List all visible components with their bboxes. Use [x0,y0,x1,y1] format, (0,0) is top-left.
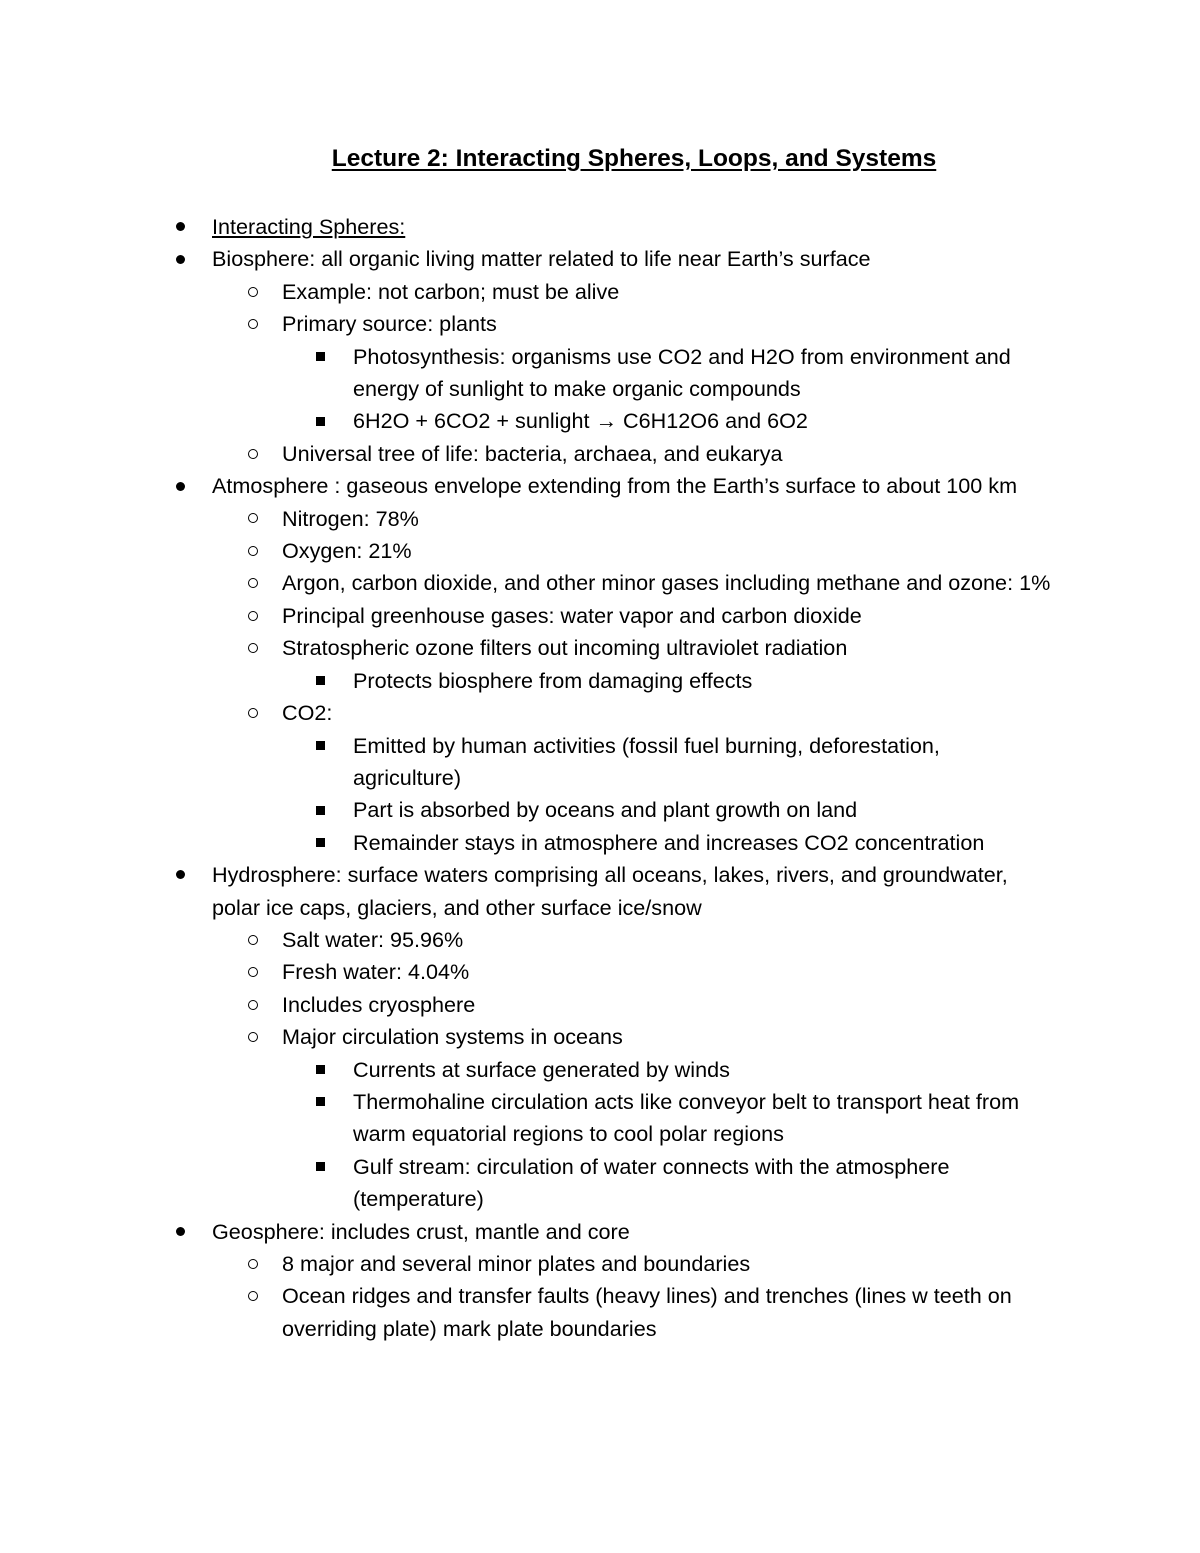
list-item-text: Emitted by human activities (fossil fuel burning, deforestation, agriculture) [353,732,940,790]
list-item-text: Argon, carbon dioxide, and other minor gases including methane and ozone: 1% [282,570,1051,596]
bullet-square-icon [316,665,325,697]
list-item [0,341,1053,406]
list-item [0,1054,1053,1086]
list-item-text: Fresh water: 4.04% [282,959,470,985]
bullet-square-icon [316,730,325,762]
list-item-text: Geosphere: includes crust, mantle and core [212,1218,630,1244]
list-item-text: Biosphere: all organic living matter related to life near Earth’s surface [212,246,871,272]
list-item [0,211,1052,243]
list-item [0,470,1052,502]
list-item-text: Interacting Spheres: [212,214,406,239]
list-item [0,600,1052,632]
list-item [0,243,1052,275]
bullet-square-icon [316,1151,325,1183]
list-item [0,567,1052,599]
list-item [0,276,1052,308]
bullet-dot-icon [176,470,185,502]
list-item [0,665,1053,697]
list-item [0,1216,1052,1248]
list-item-text: Primary source: plants [282,311,497,337]
bullet-circle-icon [248,438,258,470]
bullet-circle-icon [248,535,258,567]
bullet-dot-icon [176,243,185,275]
list-item-text: Oxygen: 21% [282,538,412,564]
bullet-circle-icon [248,632,258,664]
page-title: Lecture 2: Interacting Spheres, Loops, and Systems [331,145,937,172]
list-item-text: CO2: [282,700,333,726]
list-item-text: Photosynthesis: organisms use CO2 and H2O from environment and energy of sunlight to make organic compounds [353,343,1011,402]
list-item-text: 6H2O + 6CO2 + sunlight → C6H12O6 and 6O2 [353,408,808,434]
list-item [0,924,1052,956]
bullet-circle-icon [248,1248,258,1280]
bullet-circle-icon [248,989,258,1021]
list-item [0,956,1052,988]
list-item-text: Principal greenhouse gases: water vapor and carbon dioxide [282,602,862,628]
list-item [0,1280,1052,1345]
bullet-list [0,211,1200,1345]
list-item-text: Atmosphere : gaseous envelope extending from the Earth’s surface to about 100 km [212,473,1018,499]
list-item [0,730,1053,795]
bullet-square-icon [316,1054,325,1086]
list-item-text: Example: not carbon; must be alive [282,278,620,304]
bullet-circle-icon [248,924,258,956]
list-item [0,1248,1052,1280]
list-item-text: Stratospheric ozone filters out incoming ultraviolet radiation [282,635,848,661]
bullet-square-icon [316,794,325,826]
list-item-text: 8 major and several minor plates and boundaries [282,1251,751,1276]
list-item [0,535,1052,567]
bullet-square-icon [316,341,325,373]
list-item-text: Includes cryosphere [282,991,476,1017]
bullet-square-icon [316,405,325,437]
list-item [0,827,1053,859]
bullet-circle-icon [248,276,258,308]
list-item-text: Currents at surface generated by winds [353,1056,730,1082]
list-item-text: Thermohaline circulation acts like conveyor belt to transport heat from warm equatorial regions to cool polar regions [353,1088,1020,1147]
list-item [0,405,1053,437]
list-item-text: Ocean ridges and transfer faults (heavy lines) and trenches (lines w teeth on overriding plate) mark plate boundaries [282,1283,1012,1341]
list-item [0,989,1052,1021]
list-item [0,697,1052,729]
list-item [0,859,1052,924]
bullet-circle-icon [248,308,258,340]
bullet-circle-icon [248,956,258,988]
list-item-text: Remainder stays in atmosphere and increases CO2 concentration [353,829,985,855]
list-item [0,438,1052,470]
list-item [0,1086,1053,1151]
bullet-dot-icon [176,211,185,243]
list-item-text: Nitrogen: 78% [282,505,419,531]
list-item [0,503,1052,535]
list-item [0,632,1052,664]
list-item-text: Protects biosphere from damaging effects [353,667,753,693]
bullet-circle-icon [248,1280,258,1312]
list-item-text: Gulf stream: circulation of water connects with the atmosphere (temperature) [353,1153,950,1212]
bullet-dot-icon [176,1216,185,1248]
list-item-text: Salt water: 95.96% [282,926,464,952]
bullet-circle-icon [248,503,258,535]
bullet-square-icon [316,827,325,859]
list-item-text: Part is absorbed by oceans and plant growth on land [353,797,858,823]
list-item [0,1151,1053,1216]
list-item [0,794,1053,826]
bullet-circle-icon [248,567,258,599]
bullet-circle-icon [248,600,258,632]
list-item-text: Universal tree of life: bacteria, archaea, and eukarya [282,440,783,466]
bullet-circle-icon [248,1021,258,1053]
list-item-text: Hydrosphere: surface waters comprising all oceans, lakes, rivers, and groundwater, polar ice caps, glaciers, and other surface ice/snow [212,862,1008,920]
list-item [0,1021,1052,1053]
bullet-dot-icon [176,859,185,891]
bullet-circle-icon [248,697,258,729]
list-item-text: Major circulation systems in oceans [282,1024,623,1050]
list-item [0,308,1052,340]
bullet-square-icon [316,1086,325,1118]
